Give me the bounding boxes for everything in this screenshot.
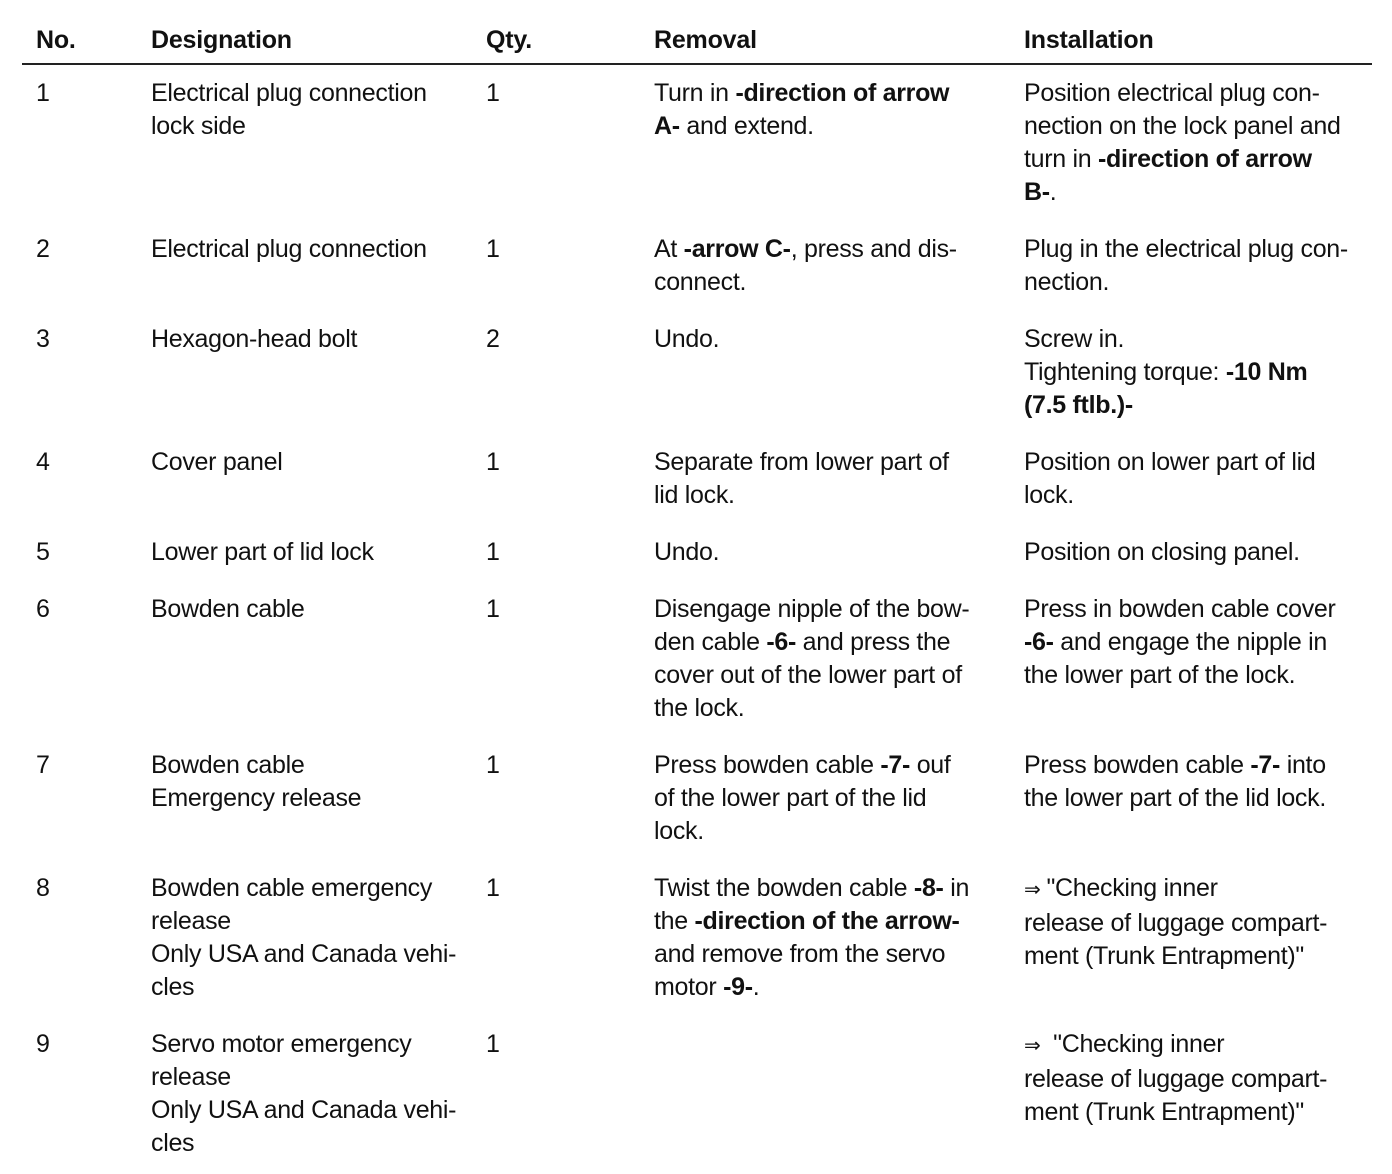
- cell-removal: [640, 739, 1010, 862]
- removal-line: [654, 233, 1002, 266]
- designation-line: cles: [151, 1129, 195, 1157]
- installation-bold-text: B-: [1024, 178, 1050, 206]
- installation-line: [1024, 266, 1364, 299]
- cell-qty: 1: [486, 538, 500, 566]
- arrow-right-icon: ⇒: [1024, 879, 1041, 901]
- removal-bold-text: -direction of arrow: [735, 79, 950, 107]
- installation-text: ment (Trunk Entrapment)": [1024, 1098, 1305, 1126]
- installation-text: Screw in.: [1024, 325, 1125, 353]
- installation-line: [1024, 110, 1364, 143]
- removal-text: lid lock.: [654, 481, 735, 509]
- installation-line: [1024, 1063, 1364, 1096]
- cell-removal: [640, 862, 1010, 1018]
- installation-text: Position on closing panel.: [1024, 538, 1300, 566]
- designation-line: Hexagon-head bolt: [151, 325, 358, 353]
- cell-designation: [137, 1018, 472, 1174]
- table-header-row: [22, 16, 1372, 64]
- removal-text: the: [654, 907, 695, 935]
- cell-qty: 1: [486, 751, 500, 779]
- installation-text: "Checking inner: [1046, 874, 1218, 902]
- removal-text: lock.: [654, 817, 704, 845]
- table-row: [22, 313, 1372, 436]
- designation-line: lock side: [151, 112, 246, 140]
- table-body: [22, 64, 1372, 1174]
- cell-no: 5: [36, 538, 50, 566]
- cell-installation: [1010, 862, 1372, 1018]
- installation-line: [1024, 907, 1364, 940]
- cell-qty: 1: [486, 874, 500, 902]
- installation-bold-text: -7-: [1250, 751, 1281, 779]
- removal-text: motor: [654, 973, 724, 1001]
- cell-no: 2: [36, 235, 50, 263]
- installation-line: [1024, 479, 1364, 512]
- cell-qty: 1: [486, 448, 500, 476]
- installation-text: the lower part of the lock.: [1024, 661, 1296, 689]
- removal-line: [654, 905, 1002, 938]
- removal-line: [654, 323, 1002, 356]
- installation-text: Press in bowden cable cover: [1024, 595, 1336, 623]
- installation-text: release of luggage compart-: [1024, 1065, 1328, 1093]
- removal-text: .: [752, 973, 760, 1001]
- arrow-right-icon: ⇒: [1024, 1035, 1041, 1057]
- removal-text: connect.: [654, 268, 747, 296]
- table-row: [22, 583, 1372, 739]
- installation-line: [1024, 593, 1364, 626]
- removal-line: [654, 266, 1002, 299]
- removal-text: the lock.: [654, 694, 745, 722]
- cell-installation: [1010, 739, 1372, 862]
- removal-line: [654, 536, 1002, 569]
- removal-line: [654, 593, 1002, 626]
- designation-line: Bowden cable emergency: [151, 874, 433, 902]
- installation-text: Position electrical plug con-: [1024, 79, 1320, 107]
- installation-line: [1024, 389, 1364, 422]
- installation-line: [1024, 233, 1364, 266]
- removal-bold-text: -6-: [766, 628, 797, 656]
- removal-bold-text: -8-: [913, 874, 944, 902]
- header-designation: Designation: [137, 16, 472, 64]
- designation-line: Only USA and Canada vehi-: [151, 940, 457, 968]
- designation-line: Only USA and Canada vehi-: [151, 1096, 457, 1124]
- cell-no: 6: [36, 595, 50, 623]
- removal-text: , press and dis-: [790, 235, 957, 263]
- cell-designation: [137, 526, 472, 583]
- removal-text: Turn in: [654, 79, 736, 107]
- removal-bold-text: A-: [654, 112, 680, 140]
- cell-removal: [640, 1018, 1010, 1174]
- removal-text: cover out of the lower part of: [654, 661, 962, 689]
- removal-text: Separate from lower part of: [654, 448, 949, 476]
- installation-bold-text: -direction of arrow: [1098, 145, 1312, 173]
- removal-text: and extend.: [679, 112, 814, 140]
- installation-line: [1024, 446, 1364, 479]
- installation-text: lock.: [1024, 481, 1074, 509]
- installation-bold-text: (7.5 ftlb.)-: [1024, 391, 1133, 419]
- removal-line: [654, 479, 1002, 512]
- installation-line: [1024, 782, 1364, 815]
- removal-text: in: [943, 874, 970, 902]
- removal-text: of the lower part of the lid: [654, 784, 927, 812]
- installation-line: [1024, 1096, 1364, 1129]
- parts-table-page: [22, 16, 1372, 1174]
- removal-text: Twist the bowden cable: [654, 874, 914, 902]
- cell-installation: [1010, 1018, 1372, 1174]
- cell-designation: [137, 313, 472, 436]
- installation-text: the lower part of the lid lock.: [1024, 784, 1326, 812]
- cell-designation: [137, 862, 472, 1018]
- installation-text: .: [1049, 178, 1057, 206]
- removal-line: [654, 815, 1002, 848]
- cell-designation: [137, 739, 472, 862]
- installation-line: [1024, 176, 1364, 209]
- cell-qty: 1: [486, 79, 500, 107]
- installation-line: [1024, 77, 1364, 110]
- removal-bold-text: -arrow C-: [683, 235, 791, 263]
- removal-text: ouf: [910, 751, 951, 779]
- designation-line: Cover panel: [151, 448, 283, 476]
- cell-installation: [1010, 223, 1372, 313]
- cell-no: 7: [36, 751, 50, 779]
- removal-bold-text: -7-: [880, 751, 911, 779]
- cell-removal: [640, 583, 1010, 739]
- removal-text: and press the: [796, 628, 951, 656]
- installation-bold-text: -10 Nm: [1225, 358, 1308, 386]
- removal-line: [654, 626, 1002, 659]
- cell-no: 8: [36, 874, 50, 902]
- cell-removal: [640, 526, 1010, 583]
- cell-qty: 1: [486, 235, 500, 263]
- cell-removal: [640, 313, 1010, 436]
- designation-line: cles: [151, 973, 195, 1001]
- cell-no: 1: [36, 79, 50, 107]
- removal-text: den cable: [654, 628, 767, 656]
- table-row: [22, 526, 1372, 583]
- cell-qty: 1: [486, 595, 500, 623]
- installation-text: Tightening torque:: [1024, 358, 1226, 386]
- removal-line: [654, 110, 1002, 143]
- designation-line: release: [151, 907, 231, 935]
- installation-line: [1024, 749, 1364, 782]
- table-row: [22, 862, 1372, 1018]
- removal-line: [654, 446, 1002, 479]
- cell-removal: [640, 436, 1010, 526]
- cell-qty: 1: [486, 1030, 500, 1058]
- designation-line: Servo motor emergency: [151, 1030, 412, 1058]
- table-row: [22, 739, 1372, 862]
- header-removal: Removal: [640, 16, 1010, 64]
- installation-line: [1024, 659, 1364, 692]
- removal-bold-text: -direction of the arrow-: [694, 907, 960, 935]
- designation-line: Lower part of lid lock: [151, 538, 374, 566]
- cell-installation: [1010, 64, 1372, 223]
- cell-qty: 2: [486, 325, 500, 353]
- installation-line: [1024, 143, 1364, 176]
- installation-line: [1024, 536, 1364, 569]
- cell-installation: [1010, 583, 1372, 739]
- designation-line: Electrical plug connection: [151, 79, 427, 107]
- designation-line: Bowden cable: [151, 751, 305, 779]
- removal-text: At: [654, 235, 684, 263]
- installation-text: into: [1280, 751, 1326, 779]
- cell-installation: [1010, 436, 1372, 526]
- installation-line: [1024, 940, 1364, 973]
- removal-text: Disengage nipple of the bow-: [654, 595, 970, 623]
- header-qty: Qty.: [472, 16, 640, 64]
- installation-line: [1024, 356, 1364, 389]
- removal-text: Undo.: [654, 325, 720, 353]
- cell-no: 9: [36, 1030, 50, 1058]
- installation-text: nection on the lock panel and: [1024, 112, 1341, 140]
- parts-table: [22, 16, 1372, 1174]
- header-installation: Installation: [1010, 16, 1372, 64]
- table-row: [22, 436, 1372, 526]
- removal-line: [654, 938, 1002, 971]
- header-no: No.: [22, 16, 137, 64]
- table-row: [22, 223, 1372, 313]
- designation-line: release: [151, 1063, 231, 1091]
- designation-line: Electrical plug connection: [151, 235, 427, 263]
- installation-line: [1024, 323, 1364, 356]
- installation-text: ment (Trunk Entrapment)": [1024, 942, 1305, 970]
- designation-line: Bowden cable: [151, 595, 305, 623]
- installation-line: [1024, 872, 1364, 907]
- installation-text: nection.: [1024, 268, 1110, 296]
- installation-line: [1024, 1028, 1364, 1063]
- installation-text: Press bowden cable: [1024, 751, 1251, 779]
- installation-line: [1024, 626, 1364, 659]
- removal-line: [654, 749, 1002, 782]
- table-row: [22, 1018, 1372, 1174]
- removal-line: [654, 971, 1002, 1004]
- removal-line: [654, 77, 1002, 110]
- table-row: [22, 64, 1372, 223]
- removal-line: [654, 659, 1002, 692]
- cell-removal: [640, 64, 1010, 223]
- removal-line: [654, 872, 1002, 905]
- cell-installation: [1010, 526, 1372, 583]
- removal-text: Undo.: [654, 538, 720, 566]
- installation-text: turn in: [1024, 145, 1099, 173]
- cell-no: 3: [36, 325, 50, 353]
- installation-text: "Checking inner: [1046, 1030, 1225, 1058]
- installation-text: Position on lower part of lid: [1024, 448, 1316, 476]
- cell-designation: [137, 223, 472, 313]
- removal-line: [654, 692, 1002, 725]
- designation-line: Emergency release: [151, 784, 362, 812]
- cell-designation: [137, 64, 472, 223]
- cell-installation: [1010, 313, 1372, 436]
- installation-text: release of luggage compart-: [1024, 909, 1328, 937]
- cell-no: 4: [36, 448, 50, 476]
- installation-text: and engage the nipple in: [1053, 628, 1327, 656]
- cell-designation: [137, 436, 472, 526]
- cell-designation: [137, 583, 472, 739]
- installation-text: Plug in the electrical plug con-: [1024, 235, 1348, 263]
- removal-line: [654, 782, 1002, 815]
- removal-bold-text: -9-: [723, 973, 753, 1001]
- cell-removal: [640, 223, 1010, 313]
- installation-bold-text: -6-: [1024, 628, 1054, 656]
- removal-text: and remove from the servo: [654, 940, 946, 968]
- removal-text: Press bowden cable: [654, 751, 881, 779]
